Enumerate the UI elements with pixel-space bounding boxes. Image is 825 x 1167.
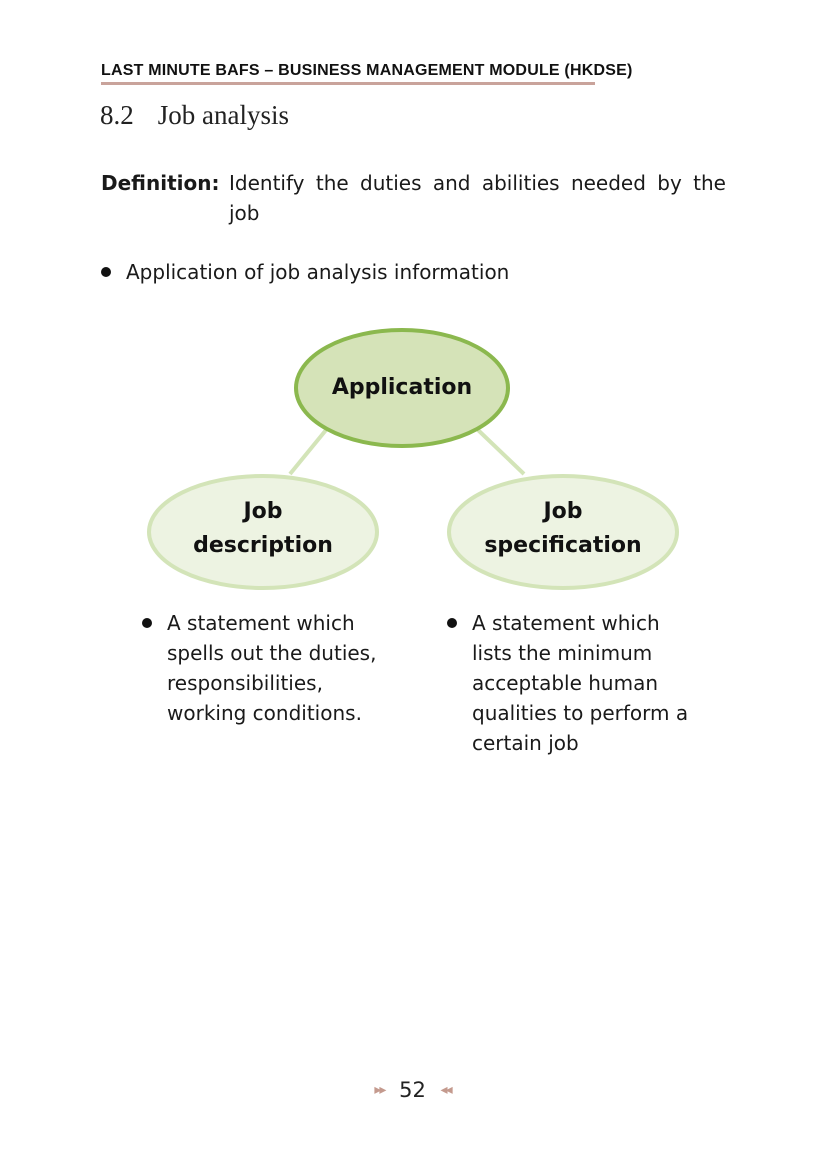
desc-line: acceptable human: [472, 671, 659, 695]
desc-line: spells out the duties,: [167, 641, 377, 665]
right-node-line2: specification: [484, 533, 642, 558]
definition-text: Identify the duties and abilities needed by the job: [229, 171, 726, 225]
root-node-label: Application: [331, 375, 473, 400]
page-footer: [0, 1078, 825, 1102]
desc-line: qualities to perform a: [472, 701, 689, 725]
desc-line: certain job: [472, 731, 579, 755]
bullet-dot: [142, 618, 152, 628]
definition-label: Definition:: [101, 171, 220, 195]
right-description-text: [472, 608, 688, 758]
desc-line: lists the minimum: [472, 641, 653, 665]
right-node-label: [449, 495, 677, 563]
main-bullet-text: Application of job analysis information: [126, 260, 510, 284]
running-header: LAST MINUTE BAFS – BUSINESS MANAGEMENT MODULE (HKDSE): [101, 62, 633, 79]
desc-line: working conditions.: [167, 701, 362, 725]
bullet-dot: [447, 618, 457, 628]
desc-line: A statement which: [472, 611, 660, 635]
page-number: 52: [399, 1078, 426, 1102]
connector-left: [290, 430, 326, 474]
arrow-left-icon: ◂◂: [440, 1082, 451, 1098]
desc-line: responsibilities,: [167, 671, 323, 695]
left-node-label: [149, 495, 377, 563]
left-description-text: [167, 608, 376, 728]
section-number: 8.2: [100, 100, 134, 130]
section-title: Job analysis: [157, 100, 289, 130]
desc-line: A statement which: [167, 611, 355, 635]
right-node-line1: Job: [543, 499, 583, 524]
arrow-right-icon: ▸▸: [374, 1082, 385, 1098]
connector-right: [478, 430, 524, 474]
left-node-line2: description: [193, 533, 333, 558]
left-node-line1: Job: [243, 499, 283, 524]
